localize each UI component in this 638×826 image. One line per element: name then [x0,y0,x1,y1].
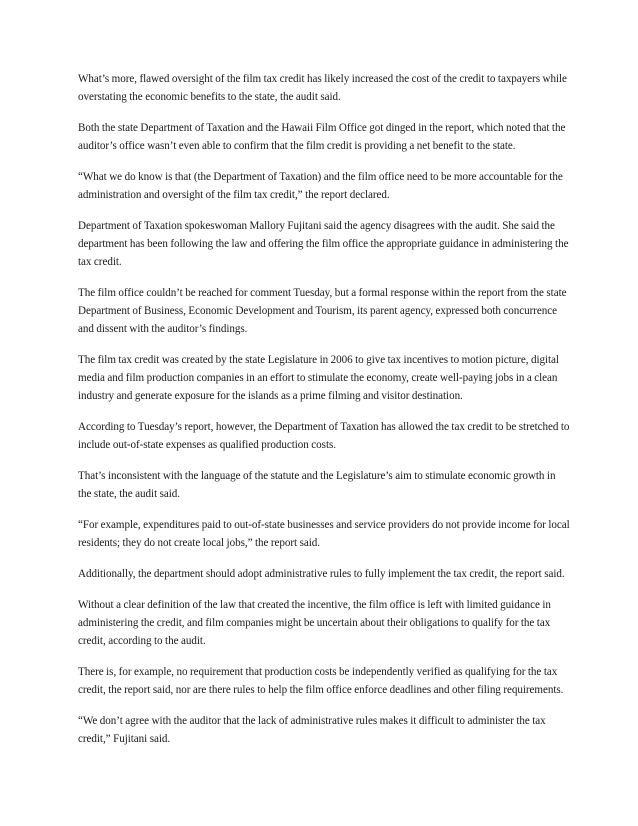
article-body [78,70,570,748]
paragraph: According to Tuesday’s report, however, the Department of Taxation has allowed the tax credit to be stretched to include out-of-state expenses as qualified production costs. [78,421,570,451]
paragraph: There is, for example, no requirement that production costs be independently verified as qualifying for the tax credit, the report said, nor are there rules to help the film office enforce deadlines and other filing requirements. [78,666,564,696]
paragraph: What’s more, flawed oversight of the film tax credit has likely increased the cost of the credit to taxpayers while overstating the economic benefits to the state, the audit said. [78,73,567,103]
paragraph: That’s inconsistent with the language of the statute and the Legislature’s aim to stimulate economic growth in the state, the audit said. [78,470,556,500]
paragraph: Department of Taxation spokeswoman Mallory Fujitani said the agency disagrees with the audit. She said the department has been following the law and offering the film office the appropriate guidance in administering the tax credit. [78,220,569,268]
paragraph: “We don’t agree with the auditor that the lack of administrative rules makes it difficult to administer the tax credit,” Fujitani said. [78,715,546,745]
paragraph: Without a clear definition of the law that created the incentive, the film office is left with limited guidance in administering the credit, and film companies might be uncertain about their obligations to qualify for the tax credit, according to the audit. [78,599,551,647]
paragraph: The film office couldn’t be reached for comment Tuesday, but a formal response within the report from the state Department of Business, Economic Development and Tourism, its parent agency, expressed both concurrence and dissent with the auditor’s findings. [78,287,567,335]
paragraph: The film tax credit was created by the state Legislature in 2006 to give tax incentives to motion picture, digital media and film production companies in an effort to stimulate the economy, create well-paying jobs in a clean industry and generate exposure for the islands as a prime filming and visitor destination. [78,354,559,402]
paragraph: “What we do know is that (the Department of Taxation) and the film office need to be more accountable for the administration and oversight of the film tax credit,” the report declared. [78,171,563,201]
paragraph: “For example, expenditures paid to out-of-state businesses and service providers do not provide income for local residents; they do not create local jobs,” the report said. [78,519,570,549]
paragraph: Additionally, the department should adopt administrative rules to fully implement the tax credit, the report said. [78,568,565,580]
paragraph: Both the state Department of Taxation and the Hawaii Film Office got dinged in the report, which noted that the auditor’s office wasn’t even able to confirm that the film credit is providing a net benefit to the state. [78,122,566,152]
